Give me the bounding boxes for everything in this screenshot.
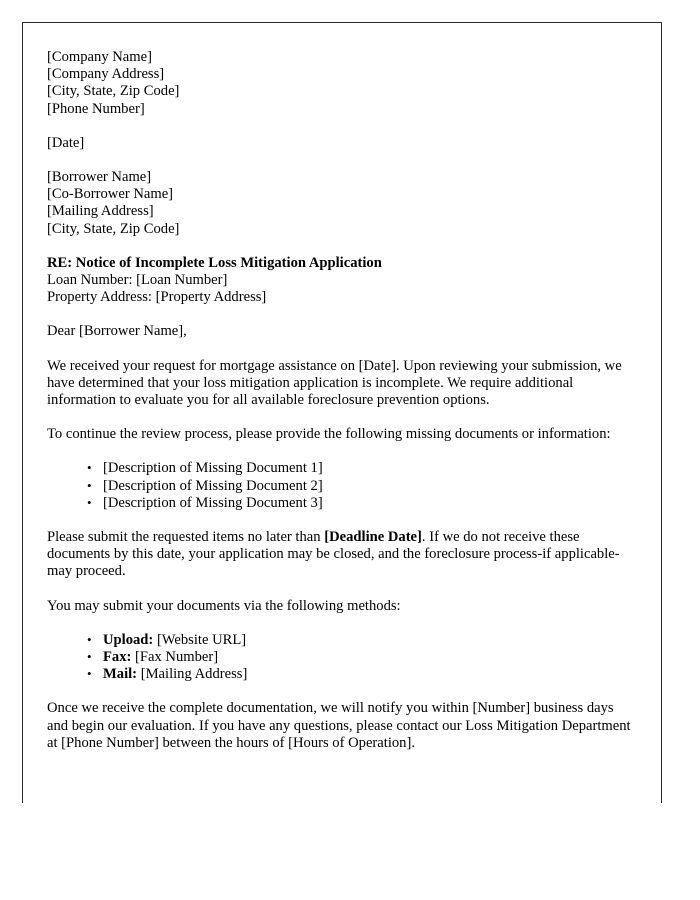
subject-block [47,255,637,307]
deadline-text-before: Please submit the requested items no later than [47,529,325,546]
body-paragraph-4: Once we receive the complete documentation, we will notify you within [Number] business days and begin our evaluation. If you have any questions, please contact our Loss Mitigation Department at [Phone Number] between the hours of [Hours of Operation]. [47,700,631,751]
list-item [87,495,637,512]
document-page [22,22,662,803]
deadline-text-after: . If we do not receive these documents by this date, your application may be closed, and the foreclosure process-if applicable-may proceed. [47,529,620,580]
body-paragraph-1: We received your request for mortgage assistance on [Date]. Upon reviewing your submission, we have determined that your loss mitigation application is incomplete. We require additional information to evaluate you for all available foreclosure prevention options. [47,357,622,409]
deadline-paragraph [47,529,637,581]
missing-documents-list [47,460,637,512]
sender-company-address: [Company Address] [47,66,165,83]
date-line: [Date] [47,134,85,151]
list-item [87,666,637,683]
date-block [47,135,637,152]
list-item [87,460,637,477]
body-paragraph-3: You may submit your documents via the following methods: [47,597,401,614]
recipient-address-block [47,169,637,238]
list-item [87,632,637,649]
sender-city-state-zip: [City, State, Zip Code] [47,83,180,100]
method-value-fax: [Fax Number] [135,649,219,666]
recipient-co-borrower-name: [Co-Borrower Name] [47,186,174,203]
missing-document-3: [Description of Missing Document 3] [103,494,323,511]
sender-company-name: [Company Name] [47,49,152,65]
deadline-date-bold: [Deadline Date] [324,529,422,546]
submission-methods-list [47,632,637,684]
sender-phone-number: [Phone Number] [47,100,145,117]
loan-number-line: Loan Number: [Loan Number] [47,272,228,289]
recipient-mailing-address: [Mailing Address] [47,203,154,220]
list-item [87,478,637,495]
document-body [23,23,661,752]
method-label-upload: Upload: [103,631,154,648]
subject-heading: RE: Notice of Incomplete Loss Mitigation Application [47,254,382,271]
missing-document-2: [Description of Missing Document 2] [103,477,323,494]
property-address-line: Property Address: [Property Address] [47,289,267,306]
missing-document-1: [Description of Missing Document 1] [103,460,323,477]
method-value-mail: [Mailing Address] [140,666,248,683]
method-value-upload: [Website URL] [156,631,247,648]
method-label-mail: Mail: [103,666,138,683]
recipient-borrower-name: [Borrower Name] [47,169,152,186]
body-paragraph-2: To continue the review process, please provide the following missing documents or information: [47,426,611,443]
list-item [87,649,637,666]
method-label-fax: Fax: [103,649,132,666]
sender-address-block [47,49,637,118]
salutation: Dear [Borrower Name], [47,323,187,340]
recipient-city-state-zip: [City, State, Zip Code] [47,220,180,237]
